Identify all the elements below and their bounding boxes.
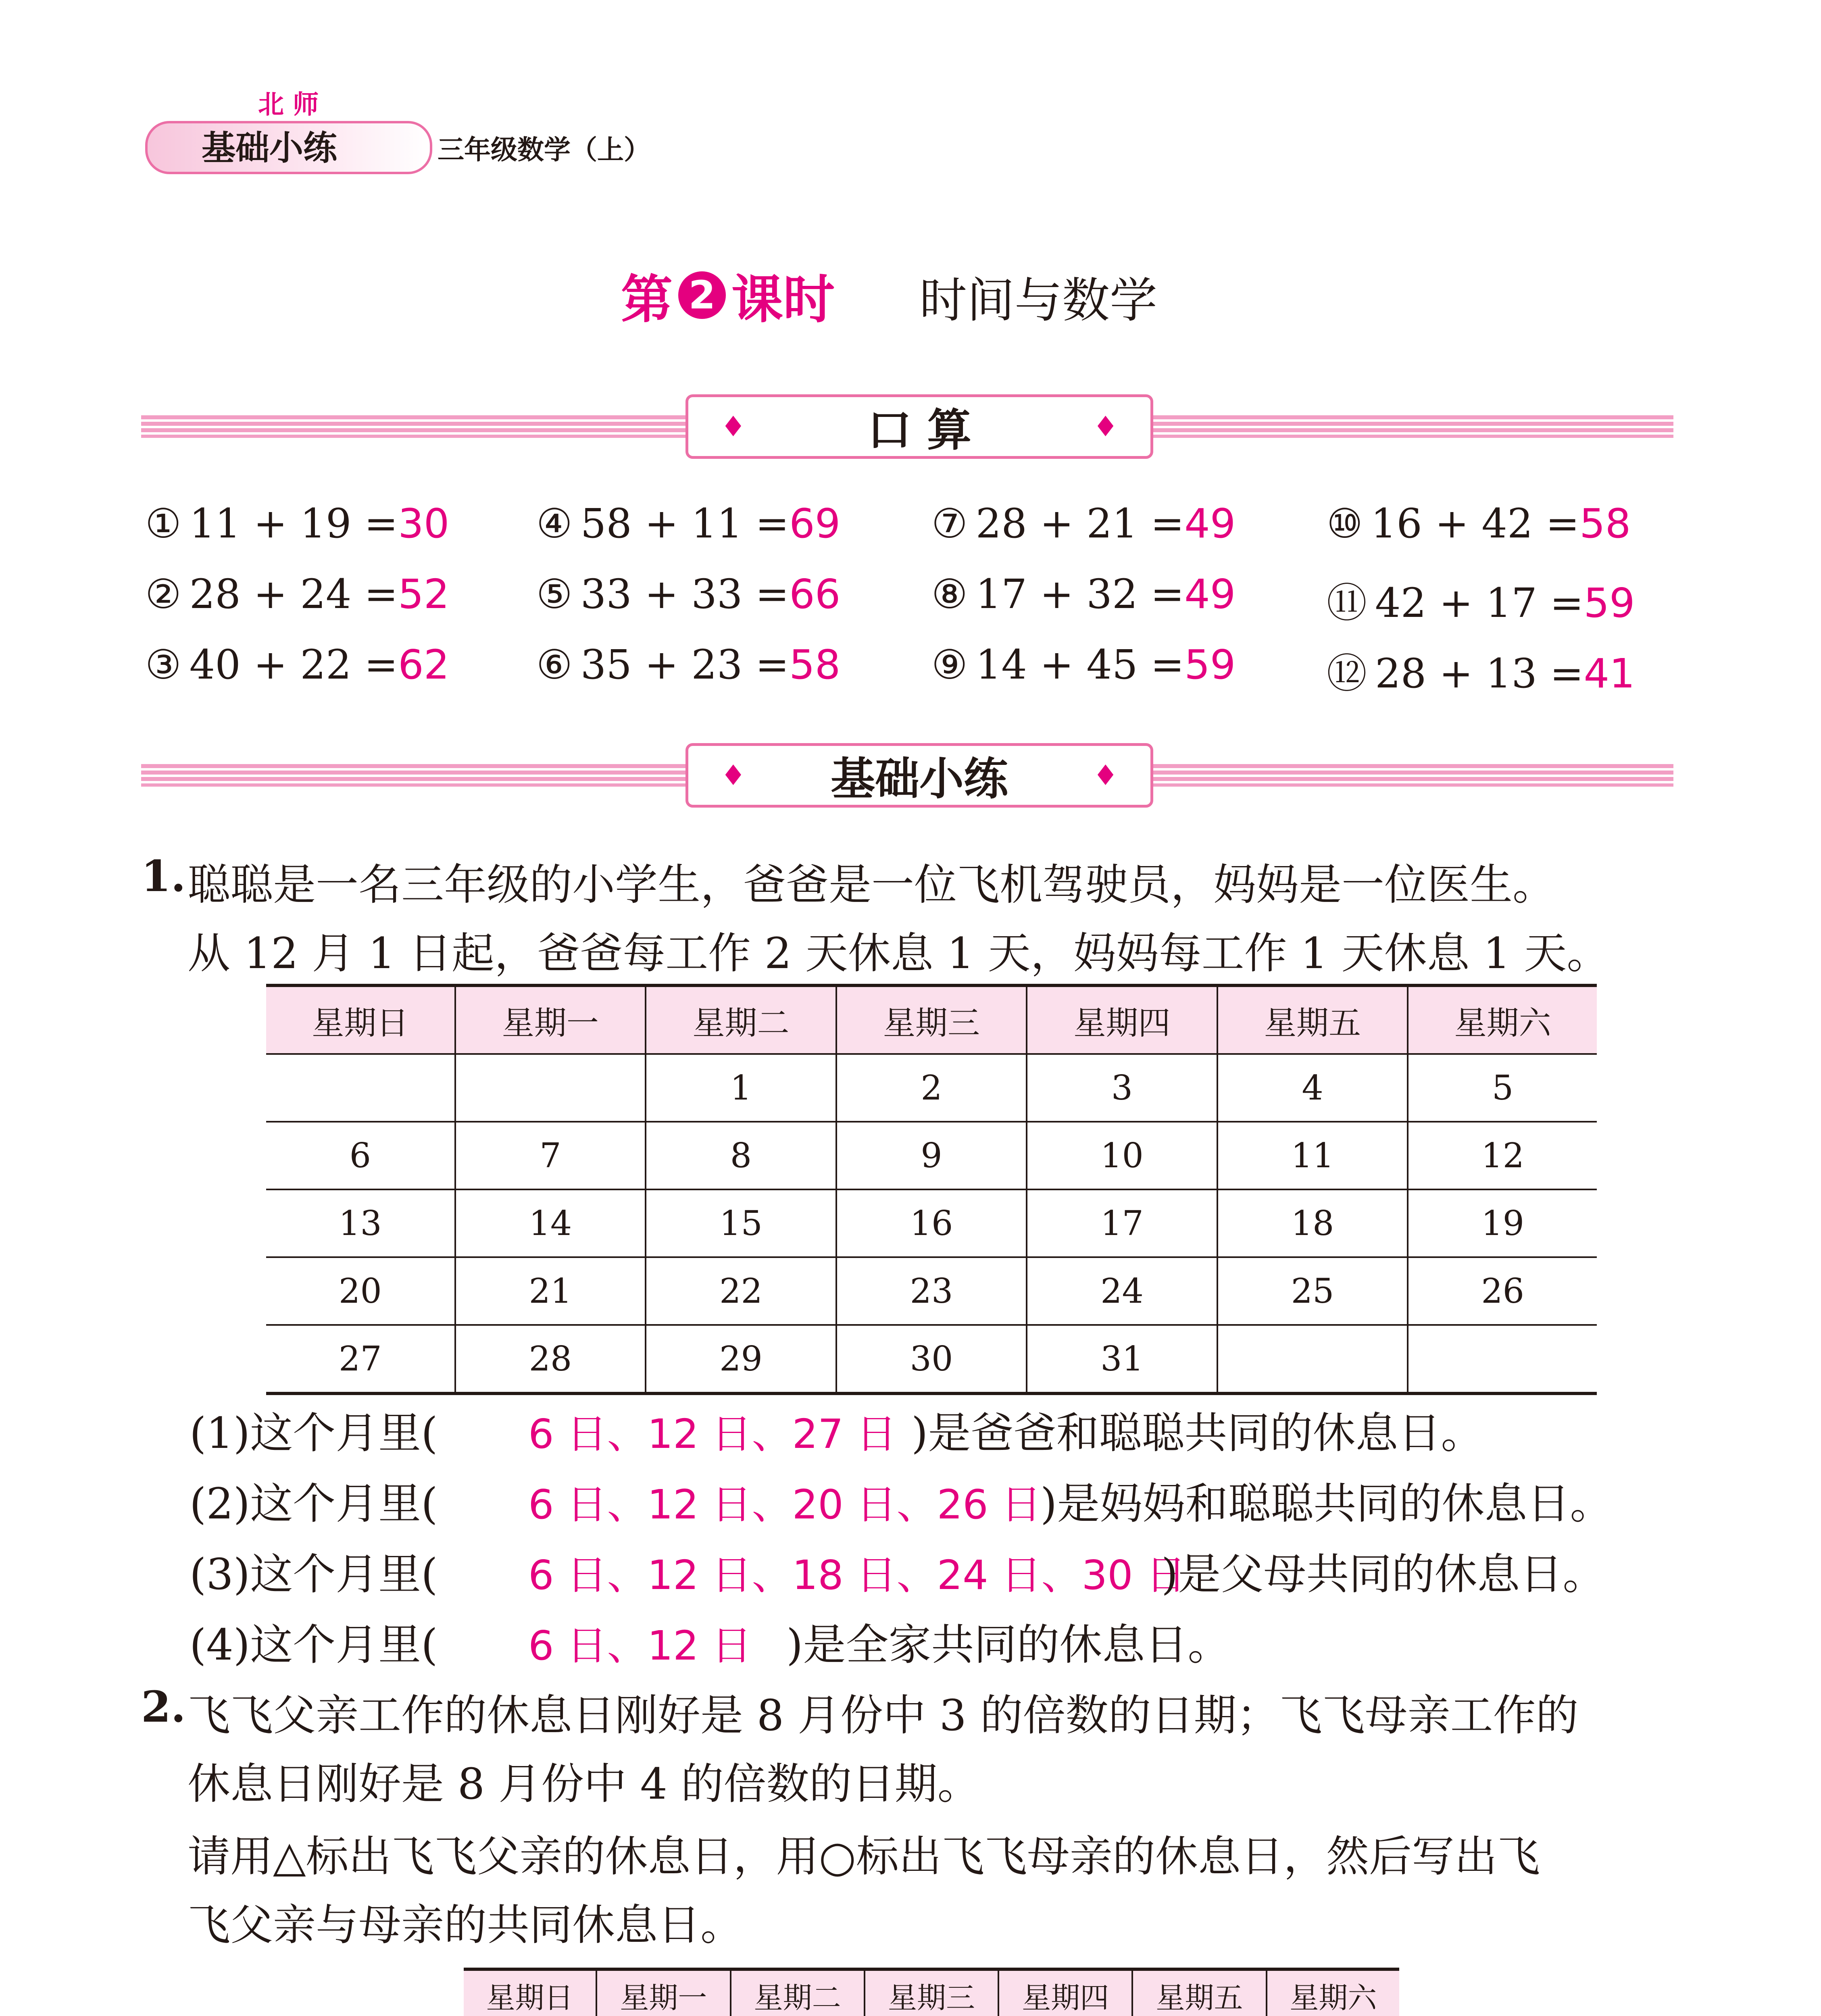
- problem-expression: 42 + 17 =: [1375, 579, 1584, 627]
- q2-line2: 休息日刚好是 8 月份中 4 的倍数的日期。: [188, 1759, 980, 1809]
- table-row: [266, 1054, 1597, 1122]
- lesson-suffix: 课时: [731, 270, 835, 330]
- calendar-day: 24: [1027, 1257, 1217, 1325]
- calendar-day: 3: [1027, 1054, 1217, 1122]
- calendar-day: [266, 1054, 455, 1122]
- q2-line1: 飞飞父亲工作的休息日刚好是 8 月份中 3 的倍数的日期；飞飞母亲工作的: [188, 1691, 1579, 1740]
- diamond-icon: ♦: [721, 759, 746, 792]
- problem-number: ⑤: [536, 571, 573, 618]
- problem-expression: 17 + 32 =: [975, 571, 1185, 618]
- weekday-header: 星期三: [836, 985, 1027, 1054]
- calendar-day: 17: [1027, 1189, 1217, 1257]
- oral-problem: [931, 500, 1236, 547]
- calendar-day: 25: [1217, 1257, 1408, 1325]
- weekday-header: 星期六: [1267, 1969, 1399, 2016]
- calendar-day: 29: [646, 1325, 836, 1393]
- problem-expression: 28 + 21 =: [975, 500, 1185, 547]
- weekday-header: 星期一: [455, 985, 646, 1054]
- subquestion-prefix: (4)这个月里(: [190, 1620, 438, 1670]
- q1-line2: 从 12 月 1 日起，爸爸每工作 2 天休息 1 天，妈妈每工作 1 天休息 1 天。: [188, 929, 1610, 978]
- calendar-day: 7: [455, 1122, 646, 1189]
- subquestion-answer: 6 日、12 日: [528, 1622, 752, 1669]
- basic-section-title: 基础小练: [831, 753, 1008, 805]
- calendar-table-august: [464, 1968, 1399, 2016]
- weekday-header: 星期日: [464, 1969, 596, 2016]
- basic-section-banner: [685, 743, 1153, 808]
- calendar-day: 21: [455, 1257, 646, 1325]
- calendar-day: 9: [836, 1122, 1027, 1189]
- oral-problem: [536, 500, 840, 547]
- calendar-day: [1217, 1325, 1408, 1393]
- lesson-label: [621, 258, 835, 332]
- oral-problem: [1327, 500, 1631, 547]
- calendar-day: [1408, 1325, 1597, 1393]
- table-row: [266, 1122, 1597, 1189]
- calendar-day: 18: [1217, 1189, 1408, 1257]
- calendar-day: 19: [1408, 1189, 1597, 1257]
- table-row: [266, 1189, 1597, 1257]
- calendar-day: 10: [1027, 1122, 1217, 1189]
- calendar-day: 20: [266, 1257, 455, 1325]
- brand-main-text: 基础小练: [202, 128, 338, 168]
- subject-title: 三年级数学（上）: [438, 134, 650, 165]
- problem-number: ①: [145, 500, 181, 547]
- subquestion-suffix: )是父母共同的休息日。: [1161, 1549, 1606, 1599]
- oral-section-banner: [685, 394, 1153, 459]
- diamond-icon: ♦: [1093, 410, 1118, 443]
- calendar-day: 2: [836, 1054, 1027, 1122]
- brand-top-text: 北 师: [258, 90, 319, 120]
- subquestion-answer: 6 日、12 日、20 日、26 日: [528, 1481, 1042, 1528]
- weekday-header: 星期一: [596, 1969, 730, 2016]
- calendar-day: 15: [646, 1189, 836, 1257]
- subquestion-prefix: (3)这个月里(: [190, 1549, 438, 1599]
- table-row: [266, 1257, 1597, 1325]
- q2-line4: 飞父亲与母亲的共同休息日。: [188, 1900, 743, 1950]
- calendar-day: 13: [266, 1189, 455, 1257]
- lesson-prefix: 第: [621, 270, 673, 330]
- subquestion-suffix: )是爸爸和聪聪共同的休息日。: [911, 1408, 1484, 1458]
- problem-expression: 14 + 45 =: [975, 641, 1185, 688]
- calendar-day: 22: [646, 1257, 836, 1325]
- oral-problem: [931, 641, 1236, 688]
- weekday-header: 星期二: [731, 1969, 865, 2016]
- q1-number: 1.: [141, 851, 186, 901]
- calendar-day: 1: [646, 1054, 836, 1122]
- problem-number: ⑧: [931, 571, 968, 618]
- oral-section-title: 口 算: [867, 404, 972, 456]
- calendar-day: 31: [1027, 1325, 1217, 1393]
- subquestion-answer: 6 日、12 日、27 日: [528, 1410, 897, 1458]
- calendar-day: 4: [1217, 1054, 1408, 1122]
- q2-line3: 请用△标出飞飞父亲的休息日，用○标出飞飞母亲的休息日，然后写出飞: [188, 1832, 1540, 1881]
- oral-problem: [1327, 641, 1635, 699]
- problem-expression: 40 + 22 =: [189, 641, 398, 688]
- subquestion-prefix: (2)这个月里(: [190, 1479, 438, 1529]
- oral-problem: [145, 500, 449, 547]
- problem-answer: 59: [1583, 579, 1635, 627]
- problem-number: ⑦: [931, 500, 968, 547]
- calendar-day: 30: [836, 1325, 1027, 1393]
- problem-answer: 66: [789, 571, 841, 618]
- problem-answer: 62: [398, 641, 450, 688]
- problem-answer: 69: [789, 500, 841, 547]
- calendar-day: 8: [646, 1122, 836, 1189]
- subquestion-suffix: )是全家共同的休息日。: [786, 1620, 1231, 1670]
- problem-expression: 11 + 19 =: [189, 500, 398, 547]
- calendar-table-december: [266, 984, 1597, 1395]
- calendar-day: 28: [455, 1325, 646, 1393]
- problem-answer: 58: [789, 641, 841, 688]
- problem-number: ⑪: [1327, 579, 1367, 627]
- calendar-day: 27: [266, 1325, 455, 1393]
- problem-number: ③: [145, 641, 181, 688]
- problem-expression: 35 + 23 =: [580, 641, 790, 688]
- problem-number: ⑨: [931, 641, 968, 688]
- problem-answer: 59: [1184, 641, 1236, 688]
- diamond-icon: ♦: [1093, 759, 1118, 792]
- problem-expression: 16 + 42 =: [1371, 500, 1580, 547]
- calendar-day: 12: [1408, 1122, 1597, 1189]
- weekday-header: 星期四: [998, 1969, 1132, 2016]
- problem-expression: 58 + 11 =: [580, 500, 790, 547]
- lesson-number-badge: 2: [678, 271, 726, 319]
- weekday-header: 星期五: [1217, 985, 1408, 1054]
- weekday-header: 星期三: [865, 1969, 998, 2016]
- calendar-day: 26: [1408, 1257, 1597, 1325]
- problem-answer: 49: [1184, 571, 1236, 618]
- oral-problem: [145, 641, 449, 688]
- calendar-day: 6: [266, 1122, 455, 1189]
- problem-number: ⑫: [1327, 650, 1367, 697]
- subquestion-suffix: )是妈妈和聪聪共同的休息日。: [1040, 1479, 1613, 1529]
- problem-answer: 30: [398, 500, 450, 547]
- subquestion-prefix: (1)这个月里(: [190, 1408, 438, 1458]
- weekday-header: 星期日: [266, 985, 455, 1054]
- problem-number: ②: [145, 571, 181, 618]
- oral-problem: [145, 571, 449, 618]
- problem-answer: 58: [1579, 500, 1631, 547]
- problem-answer: 52: [398, 571, 450, 618]
- oral-problem: [536, 641, 840, 688]
- calendar-day: 5: [1408, 1054, 1597, 1122]
- diamond-icon: ♦: [721, 410, 746, 443]
- calendar-day: 11: [1217, 1122, 1408, 1189]
- weekday-header: 星期二: [646, 985, 836, 1054]
- oral-problem: [1327, 571, 1635, 629]
- subquestion-answer: 6 日、12 日、18 日、24 日、30 日: [528, 1552, 1186, 1599]
- problem-answer: 41: [1583, 650, 1635, 697]
- table-row: [266, 1325, 1597, 1393]
- weekday-header: 星期六: [1408, 985, 1597, 1054]
- problem-answer: 49: [1184, 500, 1236, 547]
- weekday-header: 星期四: [1027, 985, 1217, 1054]
- problem-expression: 33 + 33 =: [580, 571, 790, 618]
- calendar-day: [455, 1054, 646, 1122]
- oral-problem: [536, 571, 840, 618]
- weekday-header: 星期五: [1132, 1969, 1266, 2016]
- calendar-day: 14: [455, 1189, 646, 1257]
- calendar-day: 23: [836, 1257, 1027, 1325]
- oral-problem: [931, 571, 1236, 618]
- problem-number: ④: [536, 500, 573, 547]
- lesson-title: 时间与数学: [919, 273, 1158, 328]
- q1-line1: 聪聪是一名三年级的小学生，爸爸是一位飞机驾驶员，妈妈是一位医生。: [188, 860, 1555, 910]
- problem-expression: 28 + 24 =: [189, 571, 398, 618]
- q2-number: 2.: [141, 1681, 186, 1732]
- problem-expression: 28 + 13 =: [1375, 650, 1584, 697]
- problem-number: ⑩: [1327, 500, 1363, 547]
- problem-number: ⑥: [536, 641, 573, 688]
- calendar-day: 16: [836, 1189, 1027, 1257]
